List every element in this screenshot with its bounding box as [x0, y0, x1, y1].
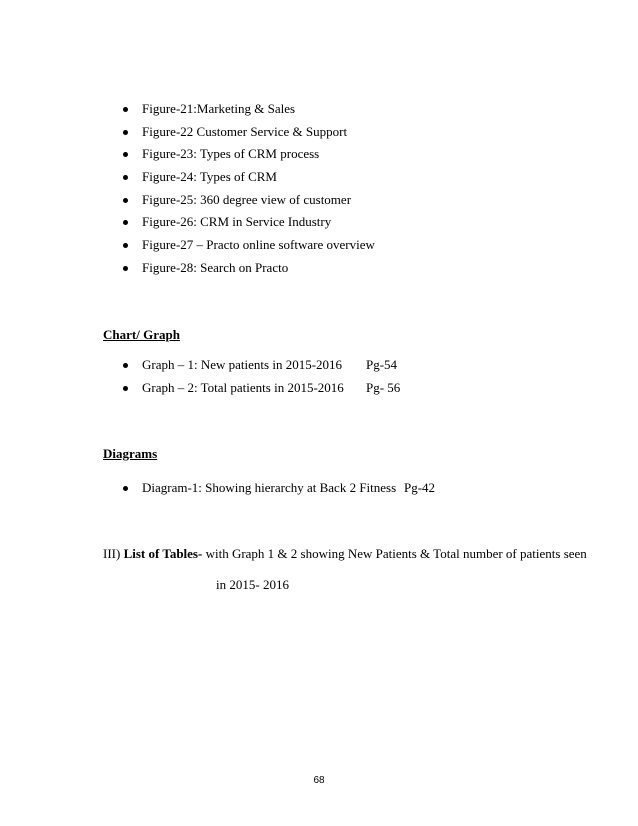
bullet-icon: [123, 386, 128, 391]
list-item: [123, 357, 344, 380]
bullet-icon: [123, 175, 128, 180]
bullet-icon: [123, 220, 128, 225]
list-item: [123, 380, 344, 403]
figure-label: Figure-25: 360 degree view of customer: [142, 191, 352, 207]
list-item: [123, 214, 375, 237]
tables-title: List of Tables-: [123, 546, 203, 561]
list-item: [123, 237, 375, 260]
bullet-icon: [123, 198, 128, 203]
figure-label: Figure-26: CRM in Service Industry: [142, 214, 332, 230]
figure-label: Figure-24: Types of CRM: [142, 169, 277, 185]
graph-list: [123, 357, 344, 402]
list-item: [123, 169, 375, 192]
list-item: [123, 480, 396, 503]
graph-label: Graph – 2: Total patients in 2015-2016: [142, 379, 344, 395]
bullet-icon: [123, 266, 128, 271]
figure-label: Figure-23: Types of CRM process: [142, 146, 320, 162]
list-item: [123, 146, 375, 169]
bullet-icon: [123, 130, 128, 135]
bullet-icon: [123, 486, 128, 491]
tables-description: with Graph 1 & 2 showing New Patients & Total number of patients seen: [205, 546, 587, 561]
figure-label: Figure-27 – Practo online software overview: [142, 237, 375, 253]
tables-continuation: in 2015- 2016: [216, 577, 289, 592]
bullet-icon: [123, 107, 128, 112]
list-item: [123, 101, 375, 124]
diagram-list: [123, 480, 396, 503]
figure-label: Figure-28: Search on Practo: [142, 259, 289, 275]
graph-label: Graph – 1: New patients in 2015-2016: [142, 357, 343, 372]
chart-graph-heading: Chart/ Graph: [103, 327, 180, 342]
graph-page-ref: Pg-54: [366, 357, 398, 372]
list-item: [123, 192, 375, 215]
list-item: [123, 260, 375, 283]
page-number: 68: [313, 775, 325, 786]
bullet-icon: [123, 152, 128, 157]
bullet-icon: [123, 363, 128, 368]
figure-list: [123, 101, 375, 283]
list-item: [123, 124, 375, 147]
list-of-tables-line: [103, 546, 587, 562]
bullet-icon: [123, 243, 128, 248]
figure-label: Figure-22 Customer Service & Support: [142, 123, 348, 139]
diagram-page-ref: Pg-42: [404, 480, 436, 495]
graph-page-ref: Pg- 56: [366, 380, 401, 395]
figure-label: Figure-21:Marketing & Sales: [142, 101, 296, 116]
diagram-label: Diagram-1: Showing hierarchy at Back 2 Fitness: [142, 480, 397, 495]
diagrams-heading: Diagrams: [103, 446, 158, 461]
tables-prefix: III): [103, 546, 121, 561]
